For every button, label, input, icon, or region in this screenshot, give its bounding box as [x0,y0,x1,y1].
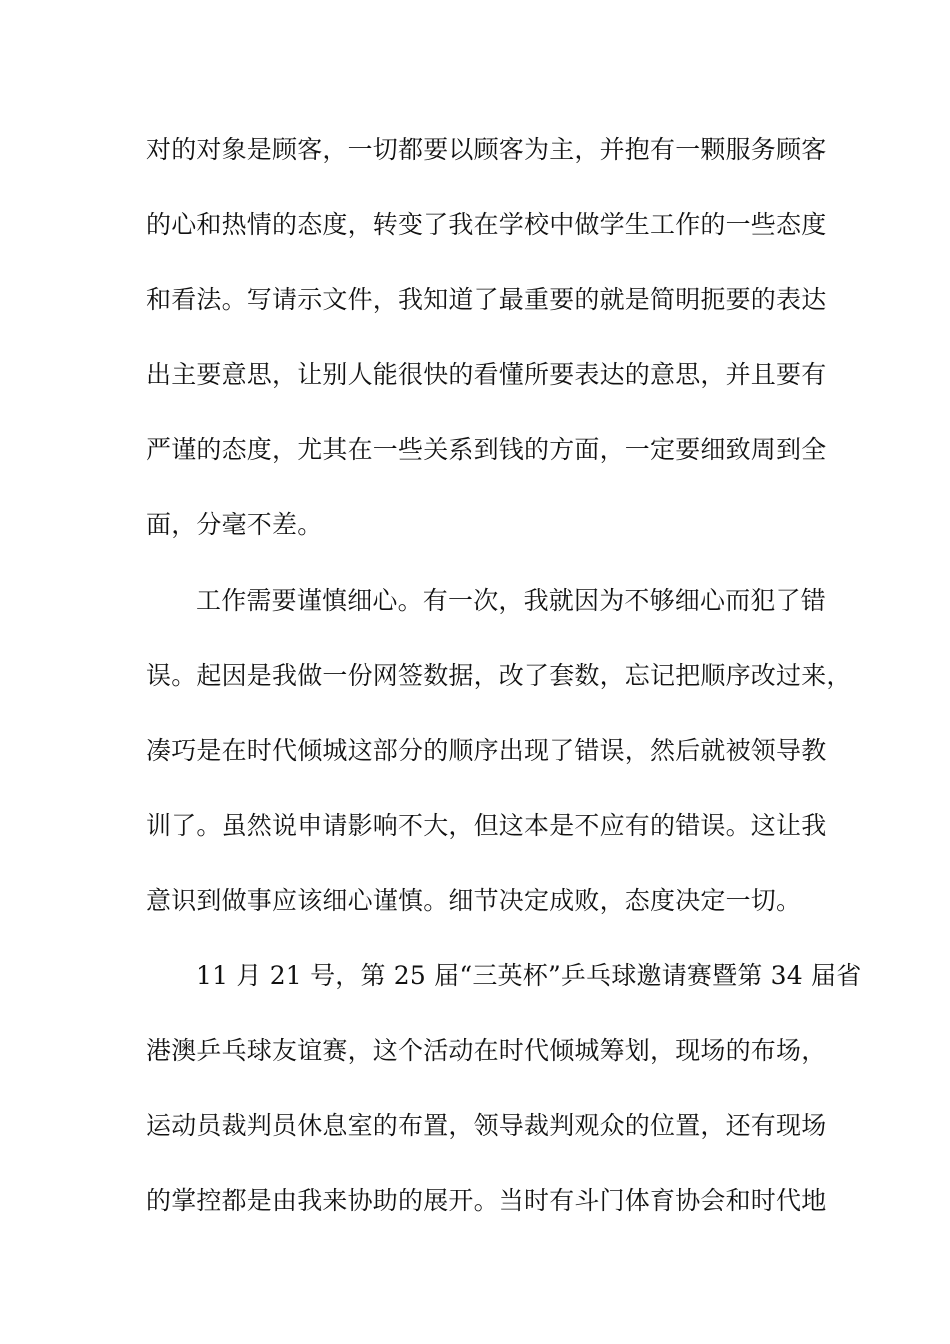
paragraph-line: 意识到做事应该细心谨慎。细节决定成败，态度决定一切。 [146,886,802,915]
paragraph-line: 的掌控都是由我来协助的展开。当时有斗门体育协会和时代地 [146,1186,827,1215]
paragraph-line: 严谨的态度，尤其在一些关系到钱的方面，一定要细致周到全 [146,435,827,464]
paragraph-line: 对的对象是顾客，一切都要以顾客为主，并抱有一颗服务顾客 [146,135,827,164]
paragraph-first-line: 工作需要谨慎细心。有一次，我就因为不够细心而犯了错 [196,586,827,615]
paragraph-first-line: 11 月 21 号，第 25 届“三英杯”乒乓球邀请赛暨第 34 届省 [196,961,862,990]
paragraph-line: 凑巧是在时代倾城这部分的顺序出现了错误，然后就被领导教 [146,736,827,765]
paragraph-line: 训了。虽然说申请影响不大，但这本是不应有的错误。这让我 [146,811,827,840]
paragraph-line: 港澳乒乓球友谊赛，这个活动在时代倾城筹划，现场的布场， [146,1036,827,1065]
paragraph-line: 面，分毫不差。 [146,510,323,539]
paragraph-line: 运动员裁判员休息室的布置，领导裁判观众的位置，还有现场 [146,1111,827,1140]
paragraph-line: 的心和热情的态度，转变了我在学校中做学生工作的一些态度 [146,210,827,239]
paragraph-line: 出主要意思，让别人能很快的看懂所要表达的意思，并且要有 [146,360,827,389]
paragraph-line: 和看法。写请示文件，我知道了最重要的就是简明扼要的表达 [146,285,827,314]
paragraph-line: 误。起因是我做一份网签数据，改了套数，忘记把顺序改过来， [146,661,852,690]
